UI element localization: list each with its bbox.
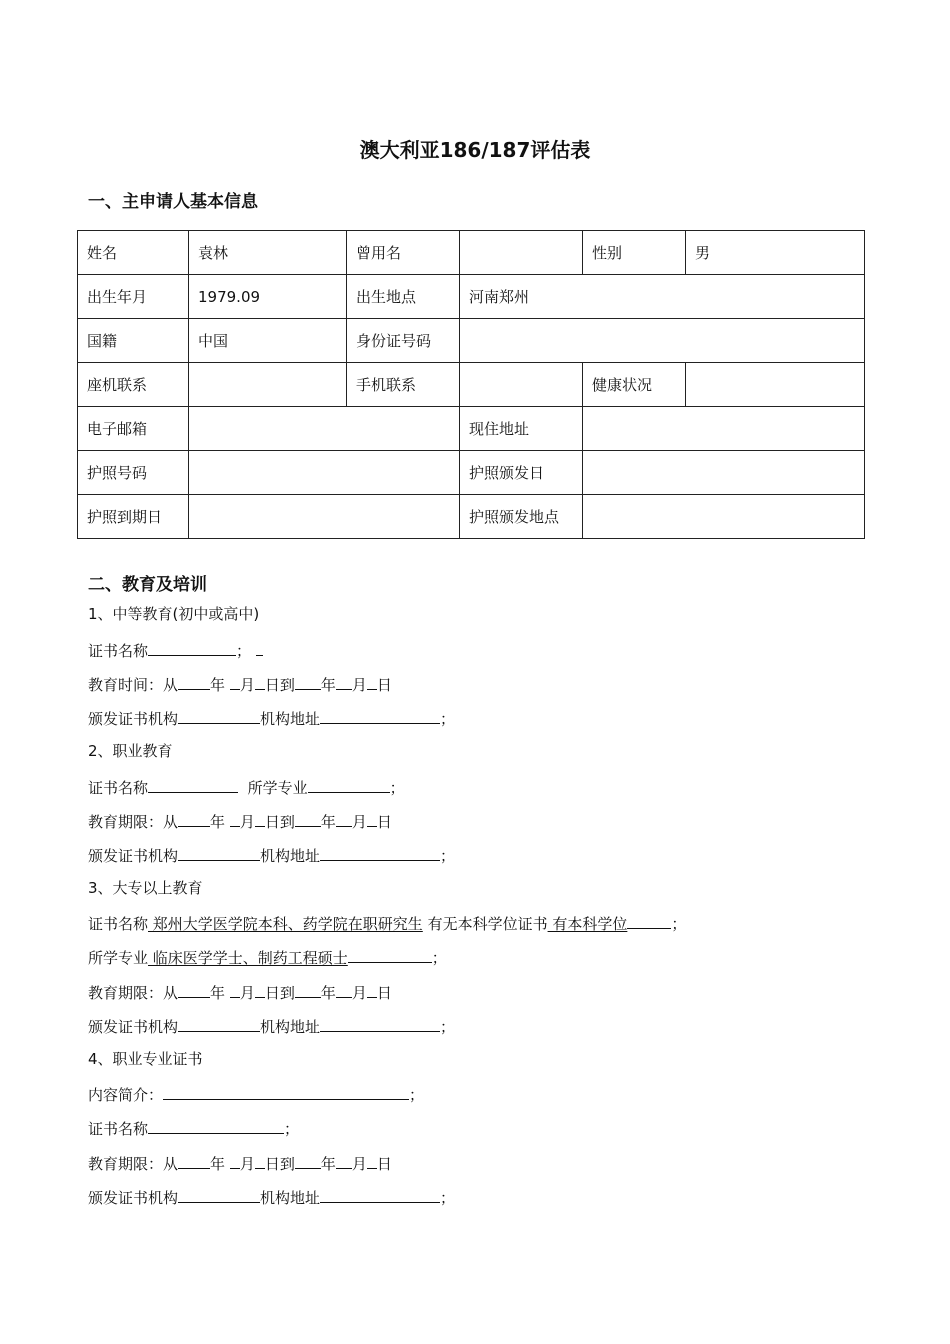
value-former-name xyxy=(460,231,583,275)
higher-major-line: 所学专业 临床医学学士、制药工程硕士 ； xyxy=(88,945,447,967)
label-gender: 性别 xyxy=(583,231,686,275)
label-nationality: 国籍 xyxy=(78,319,189,363)
secondary-extra-blank xyxy=(256,638,263,656)
degree-value: 有本科学位 xyxy=(547,915,628,933)
value-passport-issue-date xyxy=(583,451,865,495)
value-passport-issue-place xyxy=(583,495,865,539)
section-heading-education: 二、教育及培训 xyxy=(88,575,207,595)
label-birth-place: 出生地点 xyxy=(347,275,460,319)
label-passport-number: 护照号码 xyxy=(78,451,189,495)
higher-major-value: 临床医学学士、制药工程硕士 xyxy=(148,949,348,967)
value-birth-place: 河南郑州 xyxy=(460,275,865,319)
subsection-title-secondary: 1、中等教育(初中或高中) xyxy=(88,605,260,623)
value-gender: 男 xyxy=(686,231,865,275)
secondary-time-line: 教育时间：从 年 月 日到 年 月 日 xyxy=(88,672,392,694)
subsection-title-higher-education: 3、大专以上教育 xyxy=(88,879,203,897)
value-name: 袁林 xyxy=(189,231,347,275)
professional-content-line: 内容简介： ； xyxy=(88,1082,424,1104)
value-nationality: 中国 xyxy=(189,319,347,363)
value-current-address xyxy=(583,407,865,451)
label-mobile: 手机联系 xyxy=(347,363,460,407)
vocational-cert-line: 证书名称 所学专业 ； xyxy=(88,775,405,797)
document-title: 澳大利亚186/187评估表 xyxy=(359,138,591,162)
label-email: 电子邮箱 xyxy=(78,407,189,451)
professional-period-line: 教育期限：从 年 月 日到 年 月 日 xyxy=(88,1151,392,1173)
table-row xyxy=(78,407,865,451)
value-email xyxy=(189,407,460,451)
section-heading-basic-info: 一、主申请人基本信息 xyxy=(88,192,258,212)
basic-info-table xyxy=(77,230,865,539)
secondary-issuer-line: 颁发证书机构 机构地址 ； xyxy=(88,706,455,728)
higher-period-line: 教育期限：从 年 月 日到 年 月 日 xyxy=(88,980,392,1002)
professional-issuer-line: 颁发证书机构 机构地址 ； xyxy=(88,1185,455,1207)
value-birth-date: 1979.09 xyxy=(189,275,347,319)
label-birth-date: 出生年月 xyxy=(78,275,189,319)
label-health: 健康状况 xyxy=(583,363,686,407)
secondary-cert-line: 证书名称 ； xyxy=(88,638,263,660)
higher-cert-value: 郑州大学医学院本科、药学院在职研究生 xyxy=(148,915,423,933)
label-landline: 座机联系 xyxy=(78,363,189,407)
value-health xyxy=(686,363,865,407)
label-current-address: 现住地址 xyxy=(460,407,583,451)
vocational-period-line: 教育期限：从 年 月 日到 年 月 日 xyxy=(88,809,392,831)
subsection-title-professional-cert: 4、职业专业证书 xyxy=(88,1050,203,1068)
table-row xyxy=(78,495,865,539)
subsection-title-vocational: 2、职业教育 xyxy=(88,742,173,760)
value-passport-expiry xyxy=(189,495,460,539)
value-id-number xyxy=(460,319,865,363)
value-mobile xyxy=(460,363,583,407)
label-passport-issue-date: 护照颁发日 xyxy=(460,451,583,495)
table-row xyxy=(78,231,865,275)
label-passport-expiry: 护照到期日 xyxy=(78,495,189,539)
vocational-issuer-line: 颁发证书机构 机构地址 ； xyxy=(88,843,455,865)
table-row xyxy=(78,319,865,363)
table-row xyxy=(78,451,865,495)
table-row xyxy=(78,363,865,407)
label-id-number: 身份证号码 xyxy=(347,319,460,363)
label-name: 姓名 xyxy=(78,231,189,275)
label-passport-issue-place: 护照颁发地点 xyxy=(460,495,583,539)
table-row xyxy=(78,275,865,319)
secondary-cert-blank xyxy=(148,638,236,656)
label-former-name: 曾用名 xyxy=(347,231,460,275)
value-landline xyxy=(189,363,347,407)
higher-issuer-line: 颁发证书机构 机构地址 ； xyxy=(88,1014,455,1036)
value-passport-number xyxy=(189,451,460,495)
professional-cert-line: 证书名称 ； xyxy=(88,1116,299,1138)
higher-cert-line: 证书名称 郑州大学医学院本科、药学院在职研究生 有无本科学位证书 有本科学位 ； xyxy=(88,911,686,933)
